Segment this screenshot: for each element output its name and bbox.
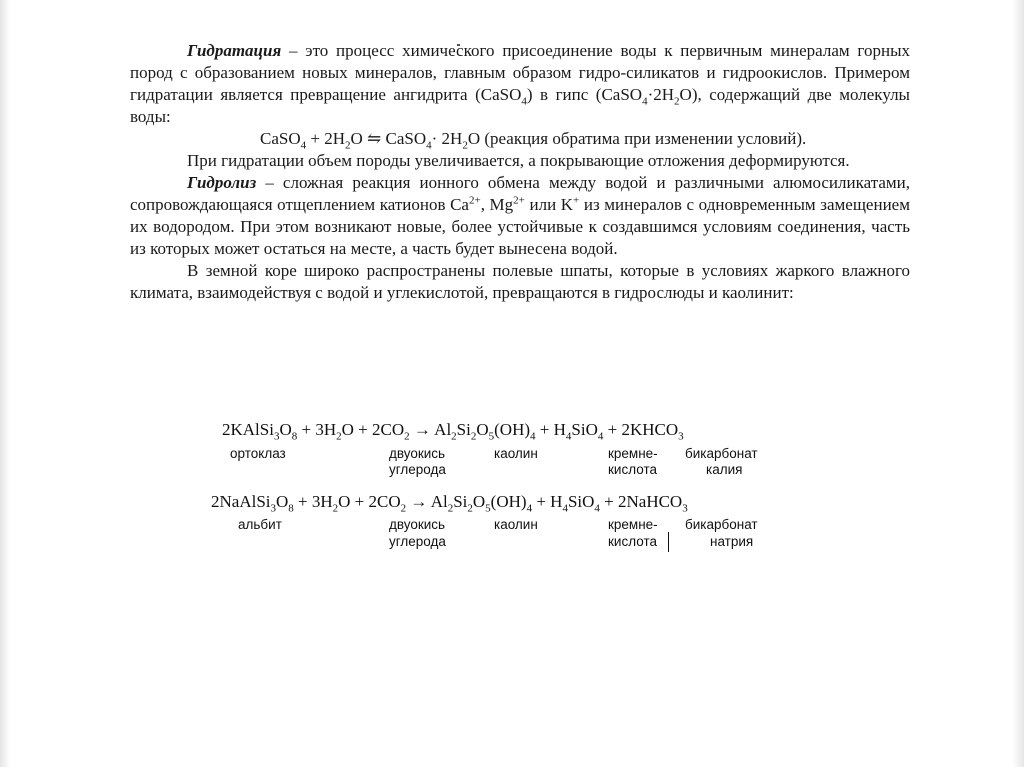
label-co2-line1: двуокись [389, 517, 446, 532]
label-co2-line2: углерода [389, 462, 446, 477]
paragraph-volume: При гидратации объем породы увеличивается, а покрывающие отложения деформируются. [187, 151, 850, 170]
label-silicic-line1: кремне- [608, 517, 658, 532]
paragraph-hydrolysis: Гидролиз – сложная реакция ионного обмена между водой и различными алюмосиликатами, сопровождающаяся отщеплением катионов $Ca^{2+}$, $Mg^{2+}$ или K+ из минералов с одновременным замещением их водородом. При этом возникают новые, более устойчивые к создавшимся условиям соединения, часть из которых может остаться на месте, а часть будет вынесена водой. [130, 173, 910, 258]
equation-orthoclase: $2KAlSi_3O_8 + 3H_2O + 2CO_2 \to Al_2Si_2O_5(OH)_4 + H_4SiO_4$ + $2KHCO_3$ [222, 420, 684, 443]
label-kaolin: каолин [494, 517, 538, 532]
label-bicarbonate-line2: калия [706, 462, 743, 477]
equation-albite: $2NaAlSi_3O_8 + 3H_2O + 2CO_2 \to Al_2Si_2O_5(OH)_4 + H_4SiO_4$ + 2NaHCO$_3$ [211, 492, 688, 515]
label-co2-line1: двуокись [389, 446, 446, 461]
label-co2-line2: углерода [389, 534, 446, 549]
page-left-shadow [0, 0, 10, 767]
paragraph-feldspar: В земной коре широко распространены полевые шпаты, которые в условиях жаркого влажного климата, взаимодействуя с водой и углекислотой, превращаются в гидрослюды и каолинит: [130, 261, 910, 302]
page-right-shadow [1012, 0, 1024, 767]
label-kaolin: каолин [494, 446, 538, 461]
paragraph-hydration: Гидратация – это процесс химического присоединение воды к первичным минералам горных пород с образованием новых минералов, главным образом гидро-силикатов и гидроокислов. Примером гидратации является превращение ангидрита (CaSO$_4$) в гипс $(CaSO_4\cdot 2H_2O)$, содержащий две молекулы воды: [130, 41, 910, 126]
formula-gypsum: CaSO$_4$ + $2H_2O$ ⇋ CaSO$_4$· $2H_2O$ (реакция обратима при изменении условий). [260, 129, 807, 152]
text-cursor [668, 532, 669, 552]
label-orthoclase: ортоклаз [230, 446, 286, 461]
label-bicarbonate-line2: натрия [710, 534, 754, 549]
label-silicic-line2: кислота [608, 534, 657, 549]
label-silicic-line1: кремне- [608, 446, 658, 461]
term-hydrolysis: Гидролиз [187, 173, 257, 192]
term-hydration: Гидратация [187, 41, 282, 60]
label-silicic-line2: кислота [608, 462, 657, 477]
label-bicarbonate-line1: бикарбонат [685, 517, 758, 532]
label-albite: альбит [238, 517, 282, 532]
label-bicarbonate-line1: бикарбонат [685, 446, 758, 461]
document-body [130, 40, 910, 304]
